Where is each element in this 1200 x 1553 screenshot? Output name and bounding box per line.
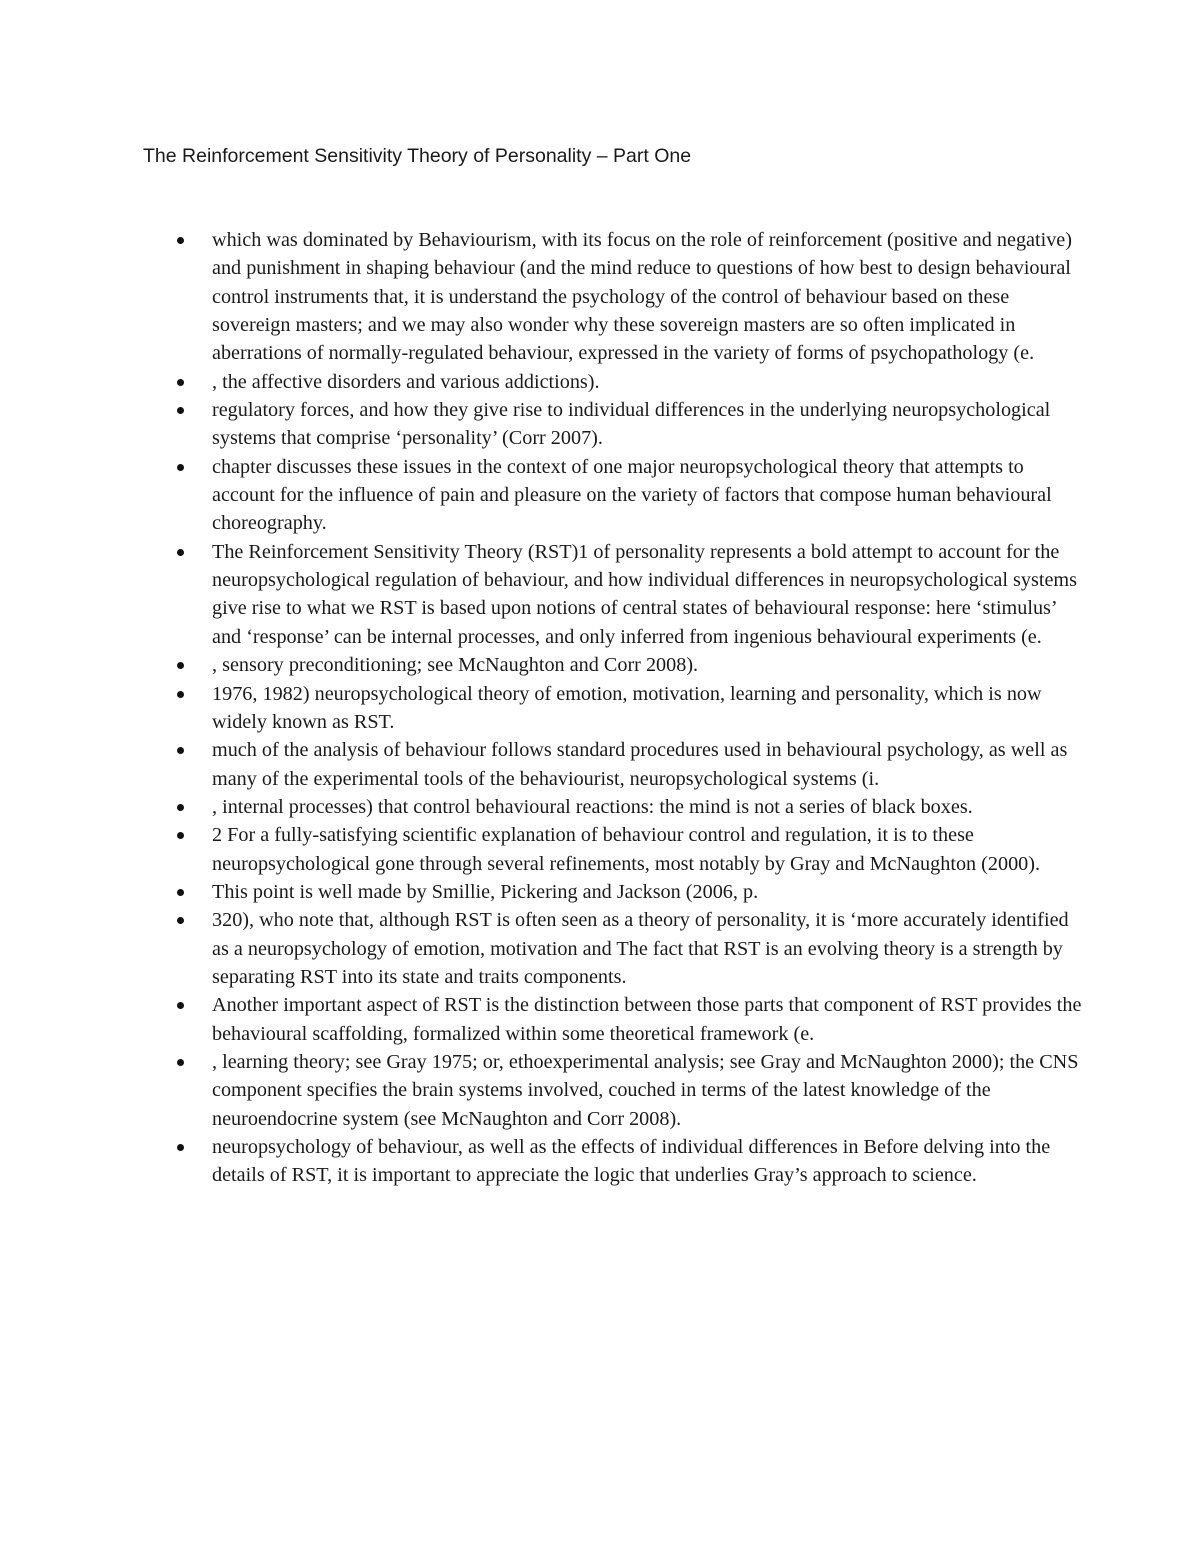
bullet-text: , sensory preconditioning; see McNaughton and Corr 2008). (212, 654, 699, 677)
list-item (212, 226, 1082, 368)
list-item (212, 821, 1082, 878)
list-item (212, 991, 1082, 1048)
bullet-icon (177, 832, 184, 839)
bullet-list (212, 226, 1082, 1190)
bullet-icon (177, 662, 184, 669)
list-item (212, 736, 1082, 793)
bullet-icon (177, 464, 184, 471)
list-item (212, 368, 1082, 396)
bullet-icon (177, 747, 184, 754)
list-item (212, 1048, 1082, 1133)
bullet-icon (177, 1002, 184, 1009)
bullet-text: regulatory forces, and how they give rise to individual differences in the underlying neuropsychological systems that comprise ‘personality’ (Corr 2007). (212, 399, 1051, 450)
bullet-icon (177, 804, 184, 811)
bullet-icon (177, 407, 184, 414)
list-item (212, 906, 1082, 991)
bullet-text: 1976, 1982) neuropsychological theory of emotion, motivation, learning and personality, which is now widely known as RST. (212, 682, 1042, 733)
document-title: The Reinforcement Sensitivity Theory of Personality – Part One (143, 145, 692, 167)
list-item (212, 1133, 1082, 1190)
bullet-text: 320), who note that, although RST is often seen as a theory of personality, it is ‘more accurately identified as a neuropsychology of emotion, motivation and The fact that RST is an evolving theory is a strength by separating RST into its state and traits components. (212, 909, 1069, 988)
bullet-text: , internal processes) that control behavioural reactions: the mind is not a series of black boxes. (212, 795, 973, 818)
bullet-text: This point is well made by Smillie, Pickering and Jackson (2006, p. (212, 880, 759, 903)
list-item (212, 878, 1082, 906)
bullet-text: , learning theory; see Gray 1975; or, ethoexperimental analysis; see Gray and McNaughton 2000); the CNS component specifies the brain systems involved, couched in terms of the latest knowledge of the neuroendocrine system (see McNaughton and Corr 2008). (212, 1050, 1079, 1130)
bullet-icon (177, 549, 184, 556)
list-item (212, 680, 1082, 737)
list-item (212, 793, 1082, 821)
bullet-text: chapter discusses these issues in the context of one major neuropsychological theory that attempts to account for the influence of pain and pleasure on the variety of factors that compose human behavioural choreography. (212, 455, 1052, 535)
bullet-icon (177, 889, 184, 896)
list-item (212, 396, 1082, 453)
bullet-icon (177, 379, 184, 386)
bullet-icon (177, 691, 184, 698)
list-item (212, 651, 1082, 679)
list-item (212, 538, 1082, 651)
bullet-icon (177, 917, 184, 924)
bullet-icon (177, 1059, 184, 1066)
bullet-icon (177, 1144, 184, 1151)
list-item (212, 453, 1082, 538)
bullet-text: much of the analysis of behaviour follows standard procedures used in behavioural psychology, as well as many of the experimental tools of the behaviourist, neuropsychological systems (i. (212, 739, 1068, 790)
bullet-text: Another important aspect of RST is the distinction between those parts that component of RST provides the behavioural scaffolding, formalized within some theoretical framework (e. (212, 994, 1082, 1045)
bullet-text: which was dominated by Behaviourism, with its focus on the role of reinforcement (positive and negative) and punishment in shaping behaviour (and the mind reduce to questions of how best to design behavioural control instruments that, it is understand the psychology of the control of behaviour based on these sovereign masters; and we may also wonder why these sovereign masters are so often implicated in aberrations of normally-regulated behaviour, expressed in the variety of forms of psychopathology (e. (212, 229, 1072, 365)
bullet-text: 2 For a fully-satisfying scientific explanation of behaviour control and regulation, it is to these neuropsychological gone through several refinements, most notably by Gray and McNaughton (2000). (212, 824, 1041, 875)
bullet-text: , the affective disorders and various addictions). (212, 370, 600, 393)
bullet-text: The Reinforcement Sensitivity Theory (RST)1 of personality represents a bold attempt to account for the neuropsychological regulation of behaviour, and how individual differences in neuropsychological systems give rise to what we RST is based upon notions of central states of behavioural response: here ‘stimulus’ and ‘response’ can be internal processes, and only inferred from ingenious behavioural experiments (e. (212, 540, 1077, 648)
bullet-text: neuropsychology of behaviour, as well as the effects of individual differences in Before delving into the details of RST, it is important to appreciate the logic that underlies Gray’s approach to science. (212, 1136, 1051, 1187)
bullet-icon (177, 237, 184, 244)
